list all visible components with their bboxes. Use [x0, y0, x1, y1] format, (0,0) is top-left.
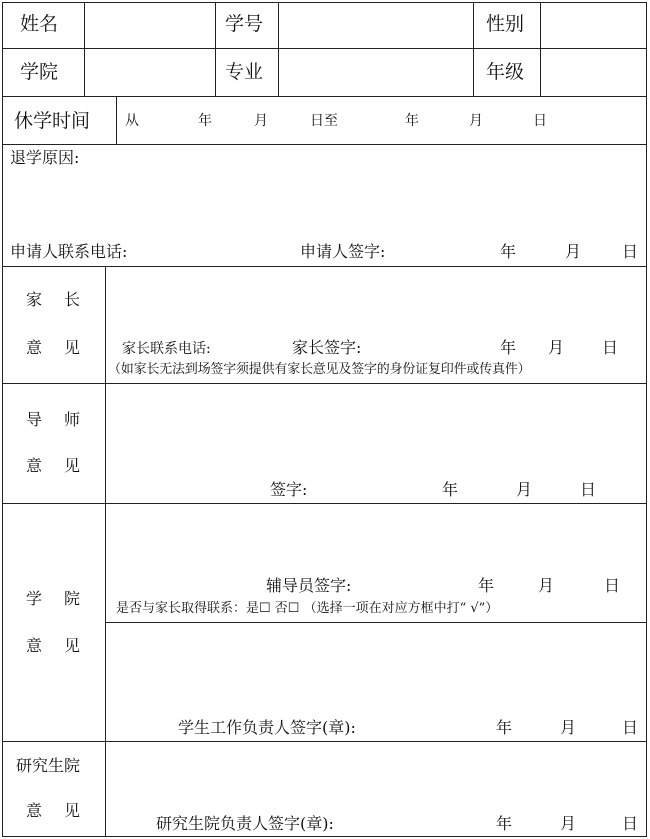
from-label: 从	[125, 113, 139, 129]
reason-field[interactable]	[3, 170, 645, 235]
year-label: 年	[500, 242, 517, 261]
parent-label-char: 家	[26, 290, 43, 309]
year-label: 年	[500, 338, 517, 357]
suspension-time-field[interactable]	[117, 97, 645, 143]
major-field[interactable]	[279, 49, 472, 95]
grade-label: 年级	[486, 61, 525, 83]
month-label: 月	[560, 718, 577, 737]
graduate-school-opinion-field[interactable]	[106, 742, 645, 810]
opinion-label-char: 见	[64, 338, 81, 357]
col-line	[473, 2, 474, 96]
suspension-time-label: 休学时间	[14, 110, 91, 132]
opinion-label-char: 见	[64, 801, 81, 820]
day-to-label: 日至	[310, 113, 338, 129]
advisor-signature-label: 签字:	[270, 480, 308, 499]
advisor-label-char: 导	[26, 410, 43, 429]
day-label: 日	[622, 718, 639, 737]
graduate-school-label: 研究生院	[16, 756, 81, 775]
work-opinion-field[interactable]	[106, 623, 645, 713]
parent-note: （如家长无法到场签字须提供有家长意见及签字的身份证复印件或传真件）	[108, 362, 531, 377]
month-label: 月	[548, 338, 565, 357]
gender-label: 性别	[486, 13, 525, 35]
year-label: 年	[496, 814, 513, 833]
day-label: 日	[622, 242, 639, 261]
name-field[interactable]	[85, 3, 214, 48]
applicant-phone-label: 申请人联系电话:	[10, 242, 128, 261]
student-id-field[interactable]	[279, 3, 472, 48]
day-label: 日	[602, 338, 619, 357]
advisor-label-char: 师	[64, 410, 81, 429]
day-label: 日	[622, 814, 639, 833]
month-label: 月	[254, 113, 268, 129]
month-label: 月	[516, 480, 533, 499]
opinion-label-char: 见	[64, 456, 81, 475]
day-label: 日	[604, 576, 621, 595]
applicant-signature-label: 申请人签字:	[300, 242, 386, 261]
major-label: 专业	[225, 61, 264, 83]
year-label: 年	[496, 718, 513, 737]
opinion-label-char: 意	[26, 338, 43, 357]
month-label: 月	[565, 242, 582, 261]
reason-label: 退学原因:	[10, 148, 80, 167]
month-label: 月	[560, 814, 577, 833]
row-line	[2, 144, 647, 145]
year-label: 年	[198, 113, 212, 129]
parent-label-char: 长	[64, 290, 81, 309]
year-label: 年	[478, 576, 495, 595]
advisor-opinion-field[interactable]	[106, 384, 645, 474]
college-label-char: 学	[26, 589, 43, 608]
parent-opinion-field[interactable]	[106, 267, 645, 337]
parent-signature-label: 家长签字:	[292, 338, 362, 357]
opinion-label-char: 见	[64, 636, 81, 655]
year-label: 年	[442, 480, 459, 499]
day-label: 日	[580, 480, 597, 499]
parent-phone-label: 家长联系电话:	[122, 341, 211, 357]
opinion-label-char: 意	[26, 636, 43, 655]
counselor-signature-label: 辅导员签字:	[266, 576, 352, 595]
graduate-school-signature-label: 研究生院负责人签字(章):	[156, 814, 334, 833]
college-label: 学院	[20, 61, 59, 83]
year-label: 年	[405, 113, 419, 129]
college-field[interactable]	[85, 49, 214, 95]
college-label-char: 院	[64, 589, 81, 608]
student-id-label: 学号	[225, 13, 264, 35]
month-label: 月	[538, 576, 555, 595]
parent-contact-question[interactable]: 是否与家长取得联系：是☐ 否☐ （选择一项在对应方框中打“ √”）	[116, 601, 499, 616]
opinion-label-char: 意	[26, 456, 43, 475]
month-label: 月	[469, 113, 483, 129]
name-label: 姓名	[20, 13, 59, 35]
work-signature-label: 学生工作负责人签字(章):	[178, 718, 356, 737]
counselor-opinion-field[interactable]	[106, 504, 645, 570]
opinion-label-char: 意	[26, 801, 43, 820]
grade-field[interactable]	[541, 49, 645, 95]
day-label: 日	[533, 113, 547, 129]
gender-field[interactable]	[541, 3, 645, 48]
col-line	[215, 2, 216, 96]
